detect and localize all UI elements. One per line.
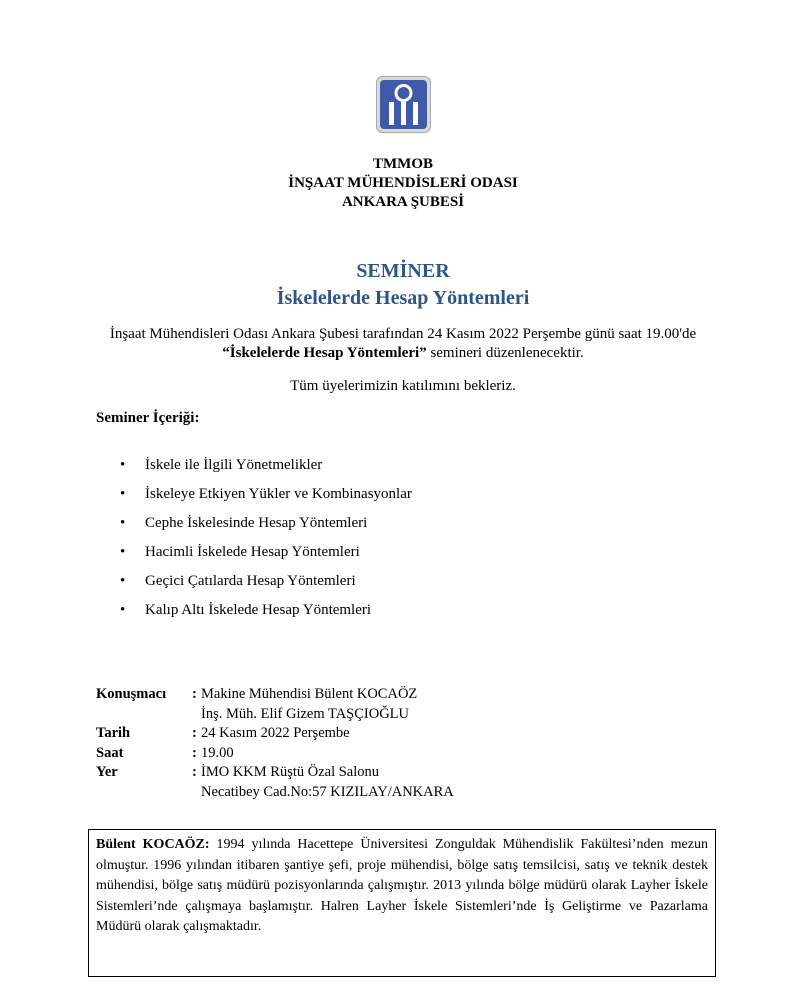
list-item (120, 513, 412, 542)
separator: : (192, 764, 197, 780)
speaker-label: Konuşmacı (96, 686, 167, 702)
place-1: İMO KKM Rüştü Özal Salonu (201, 764, 380, 780)
speaker-row (96, 685, 454, 705)
imo-logo (376, 76, 431, 133)
separator: : (192, 686, 197, 702)
bio-text: 1994 yılında Hacettepe Üniversitesi Zonguldak Mühendislik Fakültesi’nden mezun olmuştur. 1996 yılından itibaren şantiye şefi, proje mühendisi, bölge satış temsilcisi, satış ve teknik destek mühendisi, bölge satış müdürü pozisyonlarında çalışmıştır. 2013 yılında bölge müdürü olarak Layher İskele Sistemleri’nde çalışmaya başlamıştır. Halren Layher İskele Sistemleri’nde İş Geliştirme ve Pazarlama Müdürü olarak çalışmaktadır. (96, 837, 708, 934)
date-label: Tarih (96, 725, 131, 741)
bullet-icon: • (120, 544, 126, 560)
place-row-2 (96, 783, 454, 803)
org-line-2: İNŞAAT MÜHENDİSLERİ ODASI (288, 175, 518, 191)
organization-header (0, 155, 806, 212)
separator: : (192, 744, 197, 761)
speaker-1: Makine Mühendisi Bülent KOCAÖZ (201, 686, 418, 702)
bullet-icon: • (120, 486, 126, 502)
date-row (96, 724, 454, 744)
org-line-1: TMMOB (373, 156, 433, 172)
bullet-icon: • (120, 457, 126, 473)
time-label: Saat (96, 744, 124, 761)
time-row (96, 744, 454, 764)
invite-text: Tüm üyelerimizin katılımını bekleriz. (290, 378, 516, 394)
seminar-title: İskelelerde Hesap Yöntemleri (276, 287, 530, 309)
topic-list (120, 455, 412, 629)
topic-label: İskeleye Etkiyen Yükler ve Kombinasyonlar (145, 486, 412, 502)
list-item (120, 484, 412, 513)
org-line-3: ANKARA ŞUBESİ (341, 194, 465, 210)
bullet-icon: • (120, 573, 126, 589)
intro-text-before: İnşaat Mühendisleri Odası Ankara Şubesi tarafından 24 Kasım 2022 Perşembe günü saat 19.00'de (109, 326, 697, 342)
speaker-bio-box (88, 829, 716, 977)
topic-label: Cephe İskelesinde Hesap Yöntemleri (145, 515, 368, 531)
topic-label: Hacimli İskelede Hesap Yöntemleri (145, 544, 360, 560)
content-heading: Seminer İçeriği: (96, 410, 200, 426)
bullet-icon: • (120, 602, 126, 618)
speaker-row-2 (96, 705, 454, 725)
place-2: Necatibey Cad.No:57 KIZILAY/ANKARA (201, 783, 454, 800)
event-details (96, 685, 454, 802)
list-item (120, 455, 412, 484)
list-item (120, 542, 412, 571)
date-value: 24 Kasım 2022 Perşembe (201, 725, 350, 741)
list-item (120, 571, 412, 600)
seminar-heading-block (0, 258, 806, 312)
list-item (120, 600, 412, 629)
place-label: Yer (96, 764, 118, 780)
topic-label: Kalıp Altı İskelede Hesap Yöntemleri (145, 602, 372, 618)
speaker-2: İnş. Müh. Elif Gizem TAŞÇIOĞLU (201, 705, 409, 722)
bullet-icon: • (120, 515, 126, 531)
topic-label: İskele ile İlgili Yönetmelikler (145, 457, 323, 473)
time-value: 19.00 (201, 744, 234, 761)
place-row (96, 763, 454, 783)
topic-label: Geçici Çatılarda Hesap Yöntemleri (145, 573, 356, 589)
intro-paragraph (100, 325, 706, 363)
separator: : (192, 725, 197, 741)
seminar-heading: SEMİNER (356, 260, 450, 282)
bio-name: Bülent KOCAÖZ: (96, 837, 210, 852)
intro-bold-title: “İskelelerde Hesap Yöntemleri” (222, 345, 427, 361)
intro-text-after: semineri düzenlenecektir. (426, 345, 584, 361)
